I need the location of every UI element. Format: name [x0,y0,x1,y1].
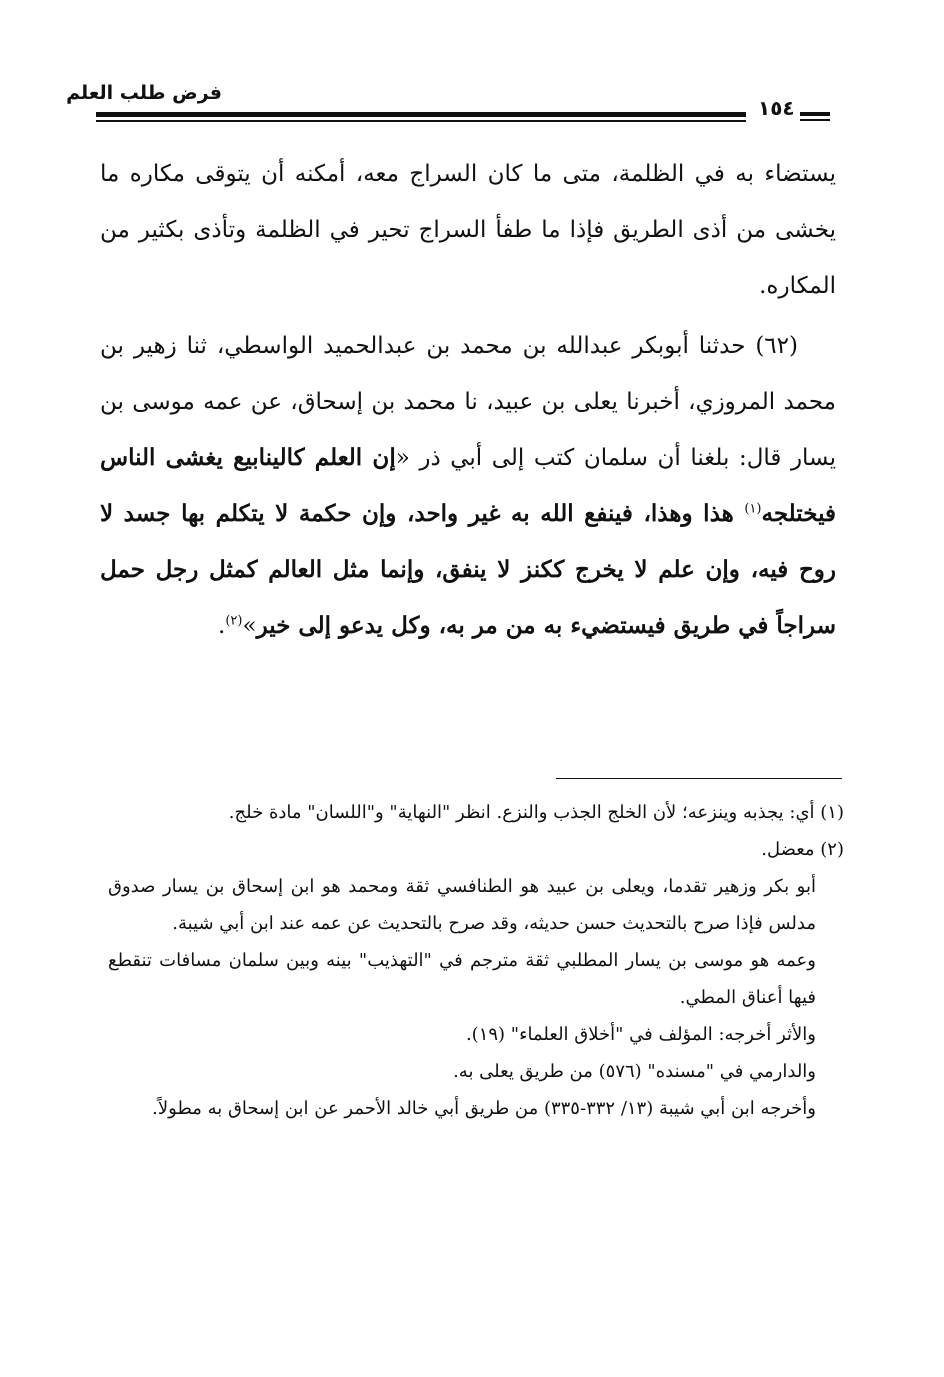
footnote-2-narrators: أبو بكر وزهير تقدما، ويعلى بن عبيد هو الطنافسي ثقة ومحمد هو ابن إسحاق بن يسار صدوق مدلس فإذا صرح بالتحديث حسن حديثه، وقد صرح بالتحديث عن عمه عند ابن أبي شيبة. [108,876,816,934]
footnote-marker-1[interactable]: (١) [744,501,762,517]
main-text [100,146,836,654]
footnote-2: (٢) معضل. [761,839,844,860]
running-title: فرض طلب العلم [66,82,222,104]
page-number-rule [800,112,830,116]
paragraph-hadith-62 [100,318,836,654]
hadith-matn-part1: إن العلم كالينابيع يغشى الناس فيختلجه [100,444,836,527]
page-number: ١٥٤ [758,96,795,120]
header-rule [96,112,746,117]
footnotes [108,794,844,1127]
footnote-1: (١) أي: يجذبه وينزعه؛ لأن الخلج الجذب والنزع. انظر "النهاية" و"اللسان" مادة خلج. [228,802,844,823]
footnote-2-musa: وعمه هو موسى بن يسار المطلبي ثقة مترجم في "التهذيب" بينه وبين سلمان مسافات تنقطع فيها أعناق المطي. [108,950,816,1008]
page-number-rule-thin [800,119,830,121]
hadith-isnad: (٦٢) حدثنا أبوبكر عبدالله بن محمد بن عبدالحميد الواسطي، ثنا زهير بن محمد المروزي، أخبرنا يعلى بن عبيد، نا محمد بن إسحاق، عن عمه موسى بن يسار قال: بلغنا أن سلمان كتب إلى أبي ذر « [100,333,836,471]
page-header [66,78,844,128]
paragraph-continuation: يستضاء به في الظلمة، متى ما كان السراج معه، أمكنه أن يتوقى مكاره ما يخشى من أذى الطريق فإذا ما طفأ السراج تحير في الظلمة وتأذى بكثير من المكاره. [100,161,836,299]
closing-quote: » [242,613,257,639]
header-rule-thin [96,120,746,122]
hadith-matn-part2: هذا وهذا، فينفع الله به غير واحد، وإن حكمة لا يتكلم بها جسد لا روح فيه، وإن علم لا يخرج ككنز لا ينفق، وإنما مثل العالم كمثل رجل حمل سراجاً في طريق فيستضيء به من مر به، وكل يدعو إلى خير [100,500,836,639]
footnote-separator [556,778,842,779]
footnote-marker-2[interactable]: (٢) [225,613,243,629]
footnote-2-source-ibn-abi-shayba: وأخرجه ابن أبي شيبة (١٣/ ٣٣٢-٣٣٥) من طريق أبي خالد الأحمر عن ابن إسحاق به مطولاً. [152,1098,816,1119]
footnote-2-source-author: والأثر أخرجه: المؤلف في "أخلاق العلماء" (١٩). [465,1024,816,1045]
footnote-2-source-darimi: والدارمي في "مسنده" (٥٧٦) من طريق يعلى به. [453,1061,816,1082]
paragraph-end: . [218,613,226,639]
